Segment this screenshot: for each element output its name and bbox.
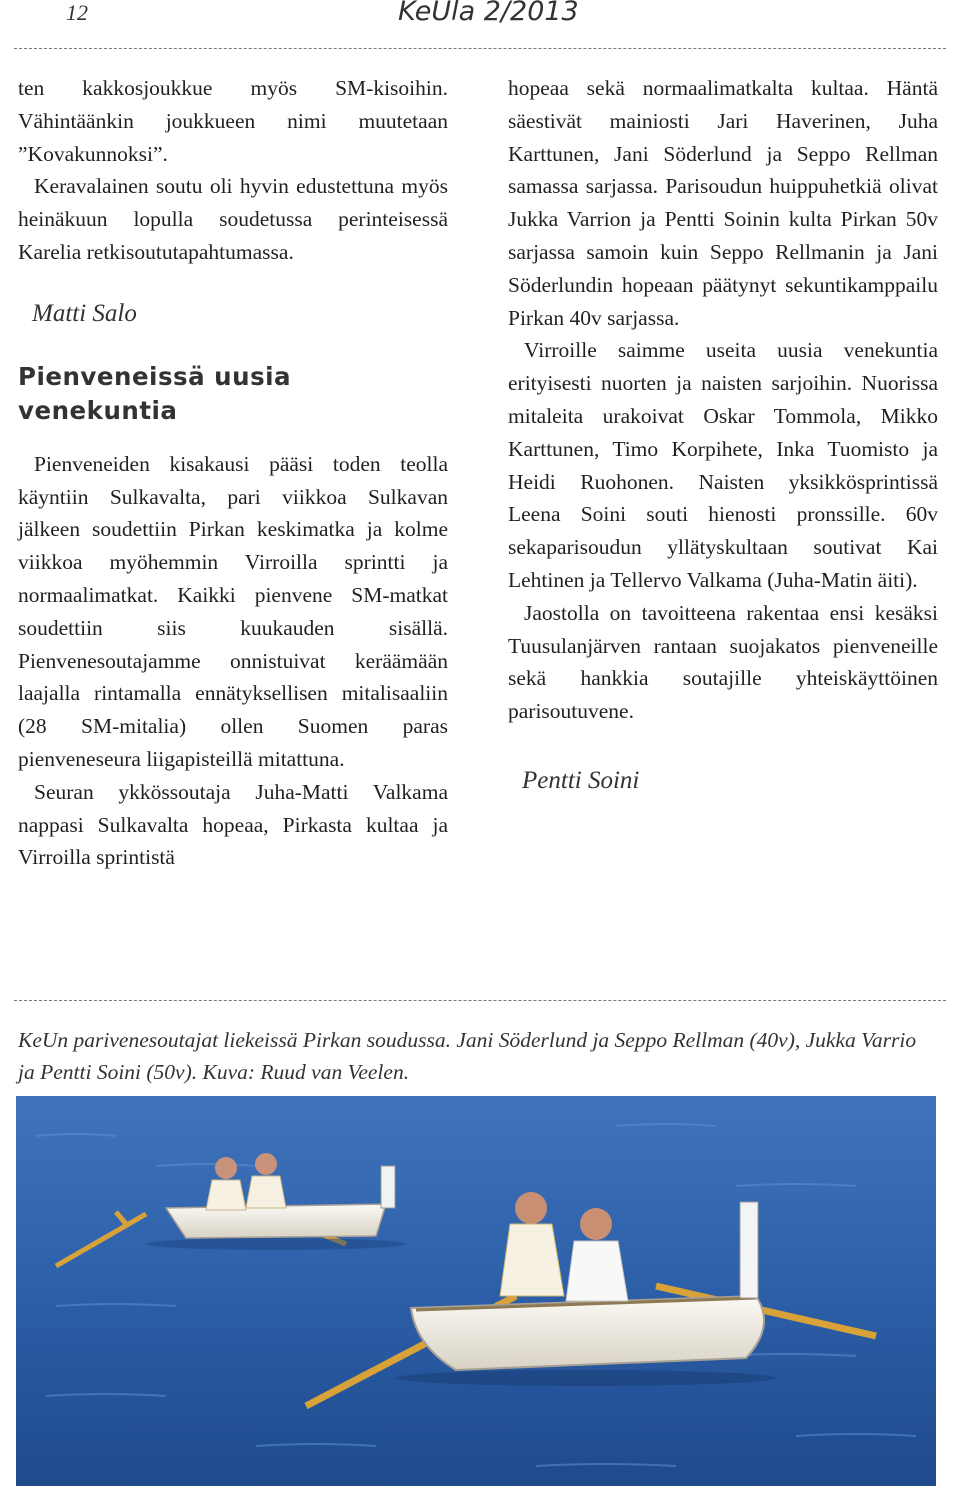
rowing-photo [16, 1096, 936, 1486]
left-column [18, 72, 448, 874]
left-paragraph-4: Seuran ykkössoutaja Juha-Matti Valkama nappasi Sulkavalta hopeaa, Pirkasta kultaa ja Virroilla sprintistä [18, 779, 448, 870]
author-signature-right: Pentti Soini [522, 766, 640, 794]
issue-title: KeUla 2/2013 [398, 0, 579, 27]
right-column [508, 72, 938, 797]
section-heading: Pienveneissä uusia venekuntia [18, 361, 292, 425]
front-stern-post [740, 1202, 758, 1298]
rear-hull [166, 1204, 386, 1238]
left-paragraph-2: Keravalainen soutu oli hyvin edustettuna myös heinäkuun lopulla soudetussa perinteisessä Karelia retkisoututapahtumassa. [18, 174, 448, 264]
right-paragraph-1: hopeaa sekä normaalimatkalta kultaa. Häntä säestivät mainiosti Jari Haverinen, Juha Karttunen, Jani Söderlund ja Seppo Rellman samassa sarjassa. Parisoudun huippuhetkiä olivat Jukka Varrion ja Pentti Soinin kulta Pirkan 50v sarjassa samoin kuin Seppo Rellmanin ja Jani Söderlundin hopeaan päätynyt sekuntikamppailu Pirkan 40v sarjassa. [508, 76, 938, 330]
right-paragraph-3: Jaostolla on tavoitteena rakentaa ensi kesäksi Tuusulanjärven rantaan suojakatos pienveneille sekä hankkia soutajille yhteiskäyttöinen parisoutuvene. [508, 600, 938, 724]
left-paragraph-1: ten kakkosjoukkue myös SM-kisoihin. Vähintäänkin joukkueen nimi muutetaan ”Kovakunnoksi”. [18, 76, 448, 166]
rear-stern-post [381, 1166, 395, 1208]
bottom-rule [14, 1000, 946, 1001]
right-paragraph-2: Virroille saimme useita uusia venekuntia erityisesti nuorten ja naisten sarjoihin. Nuorissa mitaleita urakoivat Oskar Tommola, Mikko Karttunen, Timo Korpihete, Inka Tuomisto ja Heidi Ruohonen. Naisten yksikkösprintissä Leena Soini souti hienosti pronssille. 60v sekaparisoudun yllätyskultaan soutivat Kai Lehtinen ja Tellervo Valkama (Juha-Matin äiti). [508, 338, 938, 592]
photo-caption: KeUn parivenesoutajat liekeissä Pirkan soudussa. Jani Söderlund ja Seppo Rellman (40v), Jukka Varrio ja Pentti Soini (50v). Kuva: Ruud van Veelen. [18, 1028, 917, 1084]
rowing-photo-illustration [16, 1096, 936, 1486]
page-number: 12 [66, 0, 88, 25]
left-paragraph-3: Pienveneiden kisakausi pääsi toden teolla käyntiin Sulkavalta, pari viikkoa Sulkavan jälkeen soudettiin Pirkan keskimatka ja kolme viikkoa myöhemmin Virroilla sprintti ja normaalimatkat. Kaikki pienvene SM-matkat soudettiin siis kuukauden sisällä. Pienvenesoutajamme onnistuivat keräämään laajalla rintamalla ennätyksellisen mitalisaaliin (28 SM-mitalia) ollen Suomen paras pienveneseura liigapisteillä mitattuna. [18, 451, 448, 771]
author-signature-left: Matti Salo [32, 299, 137, 327]
header-rule [14, 48, 946, 49]
water-surface [16, 1096, 936, 1486]
